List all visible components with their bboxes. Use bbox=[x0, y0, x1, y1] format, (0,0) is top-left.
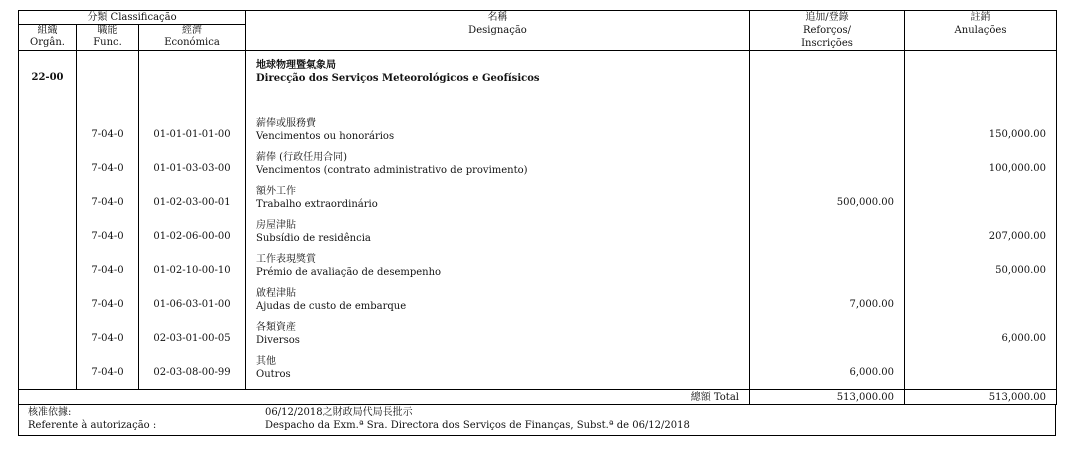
row-designation: 額外工作 Trabalho extraordinário bbox=[246, 185, 750, 219]
func-code: 7-04-0 bbox=[77, 117, 139, 151]
annul-amount bbox=[905, 185, 1057, 219]
table-row bbox=[19, 117, 1057, 151]
func-code: 7-04-0 bbox=[77, 219, 139, 253]
budget-sheet bbox=[18, 10, 1056, 436]
econ-code: 02-03-01-00-05 bbox=[139, 321, 246, 355]
table-row bbox=[19, 185, 1057, 219]
annul-amount: 50,000.00 bbox=[905, 253, 1057, 287]
row-designation: 啟程津貼 Ajudas de custo de embarque bbox=[246, 287, 750, 321]
authorization-footer bbox=[18, 405, 1056, 436]
row-designation: 薪俸或服務費 Vencimentos ou honorários bbox=[246, 117, 750, 151]
organ-code: 22-00 bbox=[19, 51, 77, 118]
annul-amount bbox=[905, 287, 1057, 321]
authorization-value: 06/12/2018之財政局代局長批示 Despacho da Exm.ª Sra. Directora dos Serviços de Finanças, Subst.ª de 06/12/2018 bbox=[265, 407, 690, 431]
row-designation: 各類資產 Diversos bbox=[246, 321, 750, 355]
budget-table bbox=[18, 10, 1057, 405]
annul-header: 註銷 Anulações bbox=[905, 11, 1057, 51]
reinforce-amount: 6,000.00 bbox=[750, 355, 905, 390]
econ-code: 01-01-01-01-00 bbox=[139, 117, 246, 151]
func-code: 7-04-0 bbox=[77, 355, 139, 390]
reinforce-amount bbox=[750, 151, 905, 185]
func-code: 7-04-0 bbox=[77, 253, 139, 287]
reinforce-amount: 500,000.00 bbox=[750, 185, 905, 219]
authorization-label: 核准依據: Referente à autorização : bbox=[28, 407, 157, 431]
total-reinforce: 513,000.00 bbox=[750, 390, 905, 405]
econ-code: 01-02-03-00-01 bbox=[139, 185, 246, 219]
annul-amount: 6,000.00 bbox=[905, 321, 1057, 355]
annul-amount bbox=[905, 355, 1057, 390]
total-annul: 513,000.00 bbox=[905, 390, 1057, 405]
designation-header: 名稱 Designação bbox=[246, 11, 750, 51]
row-designation: 薪俸 (行政任用合同) Vencimentos (contrato administrativo de provimento) bbox=[246, 151, 750, 185]
annul-amount: 207,000.00 bbox=[905, 219, 1057, 253]
table-row bbox=[19, 253, 1057, 287]
organ-name: 地球物理暨氣象局 Direcção dos Serviços Meteorológicos e Geofísicos bbox=[246, 51, 750, 118]
reinforce-header: 追加/登錄 Reforços/ Inscrições bbox=[750, 11, 905, 51]
func-code: 7-04-0 bbox=[77, 321, 139, 355]
func-code: 7-04-0 bbox=[77, 151, 139, 185]
econ-code: 02-03-08-00-99 bbox=[139, 355, 246, 390]
total-row bbox=[19, 390, 1057, 405]
reinforce-amount bbox=[750, 117, 905, 151]
func-code: 7-04-0 bbox=[77, 287, 139, 321]
econ-code: 01-01-03-03-00 bbox=[139, 151, 246, 185]
row-designation: 其他 Outros bbox=[246, 355, 750, 390]
organ-header: 組織 Orgân. bbox=[19, 25, 77, 51]
table-row bbox=[19, 287, 1057, 321]
table-row bbox=[19, 321, 1057, 355]
classification-header: 分類 Classificação bbox=[19, 11, 246, 25]
table-row bbox=[19, 219, 1057, 253]
econ-code: 01-02-06-00-00 bbox=[139, 219, 246, 253]
func-header: 職能 Func. bbox=[77, 25, 139, 51]
reinforce-amount bbox=[750, 321, 905, 355]
econ-header: 經濟 Económica bbox=[139, 25, 246, 51]
reinforce-amount: 7,000.00 bbox=[750, 287, 905, 321]
reinforce-amount bbox=[750, 253, 905, 287]
func-code: 7-04-0 bbox=[77, 185, 139, 219]
annul-amount: 100,000.00 bbox=[905, 151, 1057, 185]
table-row bbox=[19, 151, 1057, 185]
table-row bbox=[19, 355, 1057, 390]
row-designation: 工作表現獎賞 Prémio de avaliação de desempenho bbox=[246, 253, 750, 287]
econ-code: 01-02-10-00-10 bbox=[139, 253, 246, 287]
annul-amount: 150,000.00 bbox=[905, 117, 1057, 151]
total-label: 總額 Total bbox=[19, 390, 750, 405]
econ-code: 01-06-03-01-00 bbox=[139, 287, 246, 321]
reinforce-amount bbox=[750, 219, 905, 253]
organ-row bbox=[19, 51, 1057, 118]
row-designation: 房屋津貼 Subsídio de residência bbox=[246, 219, 750, 253]
